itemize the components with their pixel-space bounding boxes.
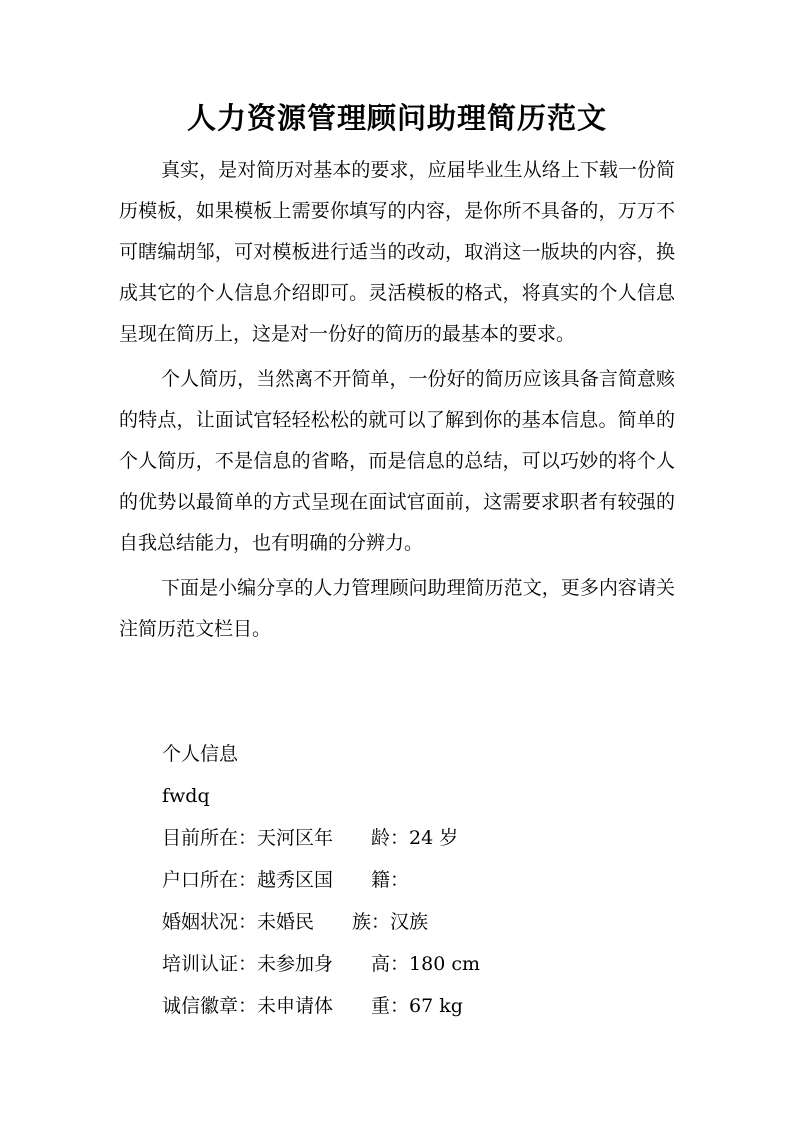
info-right-value: 180 cm bbox=[409, 953, 480, 975]
info-right-value: 67 kg bbox=[409, 995, 463, 1017]
paragraph: 下面是小编分享的人力管理顾问助理简历范文，更多内容请关注简历范文栏目。 bbox=[119, 577, 675, 640]
info-code: fwdq bbox=[162, 785, 210, 807]
info-row bbox=[162, 943, 682, 985]
paragraph: 真实，是对简历对基本的要求，应届毕业生从络上下载一份简历模板，如果模板上需要你填写的内容，是你所不具备的，万万不可瞎编胡邹，可对模板进行适当的改动，取消这一版块的内容，换成其它的个人信息介绍即可。灵活模板的格式，将真实的个人信息呈现在简历上，这是对一份好的简历的最基本的要求。 bbox=[119, 159, 675, 345]
info-row bbox=[162, 817, 682, 859]
paragraph: 个人简历，当然离不开简单，一份好的简历应该具备言简意赅的特点，让面试官轻轻松松的就可以了解到你的基本信息。简单的个人简历，不是信息的省略，而是信息的总结，可以巧妙的将个人的优势以最简单的方式呈现在面试官面前，这需要求职者有较强的自我总结能力，也有明确的分辨力。 bbox=[119, 368, 675, 554]
info-right-label: 身 高： bbox=[314, 953, 410, 975]
info-left-field: 培训认证：未参加 bbox=[162, 953, 315, 975]
document-body bbox=[119, 150, 675, 654]
info-row bbox=[162, 859, 682, 901]
info-right-label: 民 族： bbox=[295, 911, 391, 933]
info-right-label: 年 龄： bbox=[314, 827, 410, 849]
info-left-field: 婚姻状况：未婚 bbox=[162, 911, 296, 933]
info-heading: 个人信息 bbox=[162, 743, 239, 765]
info-row bbox=[162, 985, 682, 1027]
info-right-label: 国 籍： bbox=[314, 869, 410, 891]
info-left-field: 目前所在：天河区 bbox=[162, 827, 315, 849]
info-right-value: 汉族 bbox=[390, 911, 429, 933]
personal-info-section bbox=[162, 733, 682, 1027]
info-left-field: 户口所在：越秀区 bbox=[162, 869, 315, 891]
info-right-label: 体 重： bbox=[314, 995, 410, 1017]
document-title: 人力资源管理顾问助理简历范文 bbox=[186, 101, 607, 135]
info-row bbox=[162, 901, 682, 943]
info-left-field: 诚信徽章：未申请 bbox=[162, 995, 315, 1017]
info-right-value: 24 岁 bbox=[409, 827, 459, 849]
